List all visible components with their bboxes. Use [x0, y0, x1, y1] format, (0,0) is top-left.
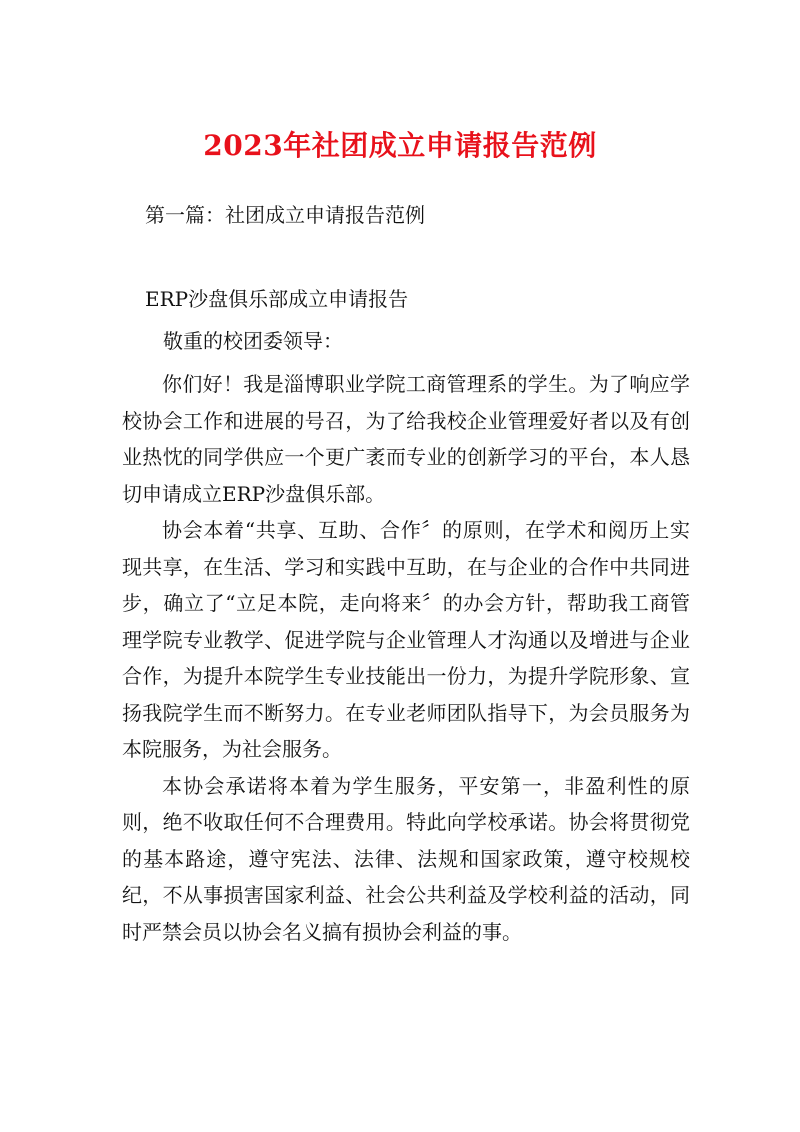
club-report-title: ERP沙盘俱乐部成立申请报告 — [145, 287, 409, 311]
salutation: 敬重的校团委领导： — [163, 329, 343, 353]
section-heading: 第一篇：社团成立申请报告范例 — [145, 203, 425, 227]
document-body — [122, 366, 690, 950]
paragraph: 协会本着“共享、互助、合作〞的原则，在学术和阅历上实现共享，在生活、学习和实践中互助，在与企业的合作中共同进步，确立了“立足本院，走向将来〞的办会方针，帮助我工商管理学院专业教学、促进学院与企业管理人才沟通以及增进与企业合作，为提升本院学生专业技能出一份力，为提升学院形象、宣扬我院学生而不断努力。在专业老师团队指导下，为会员服务为本院服务，为社会服务。 — [122, 518, 690, 761]
document-title: 2023年社团成立申请报告范例 — [203, 129, 597, 162]
paragraph: 本协会承诺将本着为学生服务，平安第一，非盈利性的原则，绝不收取任何不合理费用。特此向学校承诺。协会将贯彻党的基本路途，遵守宪法、法律、法规和国家政策，遵守校规校纪，不从事损害国家利益、社会公共利益及学校利益的活动，同时严禁会员以协会名义搞有损协会利益的事。 — [122, 773, 690, 944]
paragraph: 你们好！我是淄博职业学院工商管理系的学生。为了响应学校协会工作和进展的号召，为了给我校企业管理爱好者以及有创业热忱的同学供应一个更广袤而专业的创新学习的平台，本人恳切申请成立ERP沙盘俱乐部。 — [122, 372, 690, 506]
